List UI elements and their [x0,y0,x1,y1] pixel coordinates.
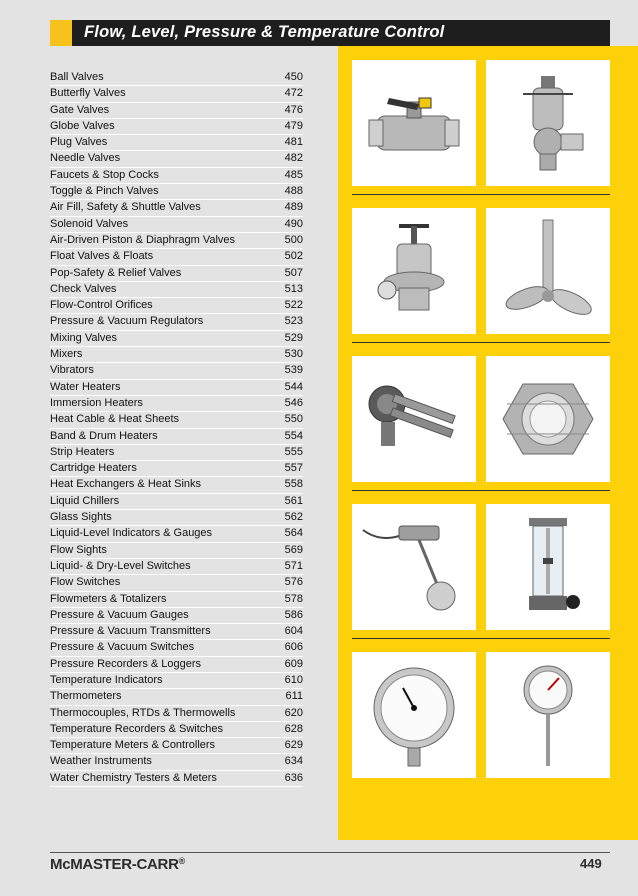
index-page-number: 571 [284,559,303,572]
index-row [50,380,303,396]
index-page-number: 576 [284,576,303,589]
index-label: Flow Switches [50,576,121,589]
divider [352,194,610,195]
index-label: Faucets & Stop Cocks [50,168,159,181]
index-row [50,363,303,379]
index-row [50,70,303,86]
index-page-number: 628 [284,722,303,735]
index-label: Flowmeters & Totalizers [50,592,167,605]
thermometer-photo [486,652,610,778]
product-gallery [352,60,610,786]
index-label: Needle Valves [50,152,121,165]
index-row [50,119,303,135]
index-label: Mixing Valves [50,331,118,344]
index-page-number: 569 [284,543,303,556]
index-row [50,412,303,428]
index-page-number: 557 [284,462,303,475]
index-label: Water Chemistry Testers & Meters [50,771,217,784]
index-row [50,559,303,575]
index-label: Solenoid Valves [50,217,129,230]
index-page-number: 502 [284,250,303,263]
index-row [50,217,303,233]
divider [352,638,610,639]
index-row [50,624,303,640]
index-page-number: 450 [284,71,303,83]
index-page-number: 561 [284,494,303,507]
index-label: Ball Valves [50,71,104,83]
index-page-number: 523 [284,315,303,328]
relief-valve-photo [486,60,610,186]
index-row [50,233,303,249]
index-label: Mixers [50,348,83,361]
index-label: Cartridge Heaters [50,462,137,475]
index-row [50,282,303,298]
index-label: Plug Valves [50,136,108,149]
index-page-number: 489 [284,201,303,214]
index-row [50,249,303,265]
index-row [50,347,303,363]
divider [352,342,610,343]
index-row [50,575,303,591]
index-row [50,640,303,656]
index-row [50,754,303,770]
section-header [50,20,610,46]
index-page-number: 546 [284,396,303,409]
index-label: Glass Sights [50,511,112,524]
index-label: Heat Cable & Heat Sheets [50,413,180,426]
index-label: Vibrators [50,364,94,377]
index-label: Butterfly Valves [50,87,126,100]
index-row [50,673,303,689]
page-number: 449 [580,856,602,871]
index-page-number: 586 [284,608,303,621]
index-page-number: 606 [284,641,303,654]
index-label: Thermometers [50,690,122,703]
index-label: Liquid- & Dry-Level Switches [50,559,191,572]
index-row [50,543,303,559]
index-label: Pressure Recorders & Loggers [50,657,202,670]
index-label: Water Heaters [50,380,121,393]
index-label: Immersion Heaters [50,396,143,409]
index-page-number: 500 [284,233,303,246]
index-row [50,200,303,216]
index-page-number: 634 [284,755,303,768]
index-label: Temperature Indicators [50,673,163,686]
ball-valve-photo [352,60,476,186]
index-page-number: 513 [284,282,303,295]
index-label: Toggle & Pinch Valves [50,185,159,198]
mixer-propeller-photo [486,208,610,334]
index-row [50,445,303,461]
index-row [50,657,303,673]
product-index-list [50,70,303,787]
index-label: Weather Instruments [50,755,152,768]
index-label: Check Valves [50,282,117,295]
index-page-number: 609 [284,657,303,670]
index-page-number: 578 [284,592,303,605]
index-page-number: 479 [284,119,303,132]
index-page-number: 558 [284,478,303,491]
index-page-number: 485 [284,168,303,181]
index-label: Flow Sights [50,543,107,556]
flowmeter-photo [486,504,610,630]
index-row [50,592,303,608]
index-label: Pressure & Vacuum Regulators [50,315,204,328]
index-row [50,135,303,151]
index-label: Temperature Meters & Controllers [50,739,216,752]
index-row [50,722,303,738]
index-row [50,298,303,314]
index-page-number: 564 [284,527,303,540]
index-page-number: 604 [284,625,303,638]
index-row [50,168,303,184]
index-page-number: 481 [284,136,303,149]
index-label: Temperature Recorders & Switches [50,722,224,735]
index-page-number: 530 [284,348,303,361]
index-page-number: 522 [284,299,303,312]
index-row [50,103,303,119]
index-label: Air-Driven Piston & Diaphragm Valves [50,233,236,246]
index-page-number: 472 [284,87,303,100]
immersion-heater-photo [352,356,476,482]
index-row [50,151,303,167]
index-label: Flow-Control Orifices [50,299,153,312]
index-label: Thermocouples, RTDs & Thermowells [50,706,236,719]
index-label: Globe Valves [50,119,115,132]
index-label: Pop-Safety & Relief Valves [50,266,182,279]
index-row [50,477,303,493]
index-row [50,461,303,477]
index-label: Pressure & Vacuum Transmitters [50,625,211,638]
index-page-number: 554 [284,429,303,442]
index-row [50,86,303,102]
level-switch-photo [352,504,476,630]
index-row [50,494,303,510]
index-label: Strip Heaters [50,445,115,458]
index-row [50,396,303,412]
index-page-number: 544 [284,380,303,393]
brand-logo: McMASTER-CARR® [50,856,185,873]
index-row [50,689,303,705]
index-row [50,314,303,330]
index-page-number: 629 [284,739,303,752]
index-label: Heat Exchangers & Heat Sinks [50,478,202,491]
index-row [50,331,303,347]
index-label: Float Valves & Floats [50,250,154,263]
pressure-gauge-photo [352,652,476,778]
index-page-number: 539 [284,364,303,377]
index-label: Pressure & Vacuum Switches [50,641,195,654]
index-page-number: 611 [285,690,303,703]
index-row [50,771,303,787]
index-page-number: 476 [284,103,303,116]
index-row [50,608,303,624]
page-title: Flow, Level, Pressure & Temperature Control [84,23,445,41]
index-row [50,706,303,722]
index-label: Pressure & Vacuum Gauges [50,608,189,621]
index-page-number: 610 [284,673,303,686]
index-page-number: 490 [284,217,303,230]
index-label: Band & Drum Heaters [50,429,158,442]
divider [352,490,610,491]
index-page-number: 482 [284,152,303,165]
index-row [50,510,303,526]
index-page-number: 488 [284,185,303,198]
index-page-number: 636 [284,771,303,784]
index-page-number: 529 [284,331,303,344]
glass-sight-photo [486,356,610,482]
pressure-regulator-photo [352,208,476,334]
index-page-number: 507 [284,266,303,279]
index-row [50,526,303,542]
index-label: Gate Valves [50,103,110,116]
index-page-number: 620 [284,706,303,719]
index-row [50,184,303,200]
index-label: Air Fill, Safety & Shuttle Valves [50,201,201,214]
index-page-number: 562 [284,511,303,524]
index-label: Liquid-Level Indicators & Gauges [50,527,213,540]
index-row [50,738,303,754]
index-page-number: 550 [284,413,303,426]
index-row [50,429,303,445]
index-page-number: 555 [284,445,303,458]
index-label: Liquid Chillers [50,494,120,507]
index-row [50,266,303,282]
header-accent-tab [50,20,72,46]
footer-divider [50,852,610,853]
